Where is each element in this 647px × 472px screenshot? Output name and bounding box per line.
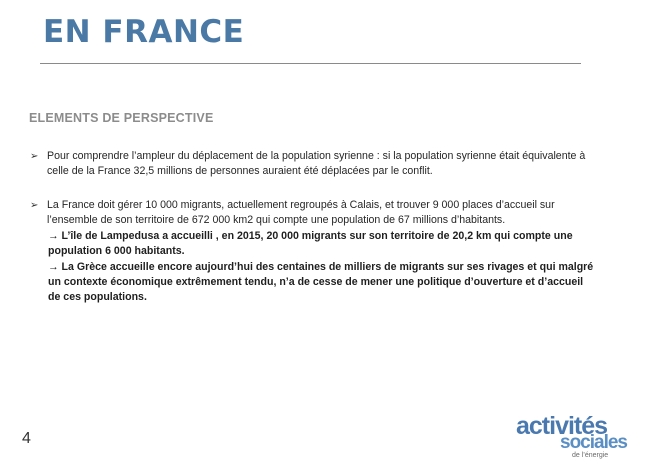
title-divider — [40, 63, 581, 64]
bullet-text: Pour comprendre l’ampleur du déplacement de la population syrienne : si la population syrienne était équivalente à celle de la France 32,5 millions de personnes auraient été déplacées par le conflit. — [47, 150, 586, 177]
bullet-item — [30, 149, 590, 179]
logo-line-1: activités — [516, 412, 608, 440]
logo-line-2: sociales — [560, 432, 627, 453]
page-number: 4 — [22, 430, 31, 447]
section-heading: ELEMENTS DE PERSPECTIVE — [29, 111, 214, 125]
bullet-arrow-icon: ➢ — [30, 200, 39, 211]
sub-point-lampedusa: → L’île de Lampedusa a accueilli , en 2015, 20 000 migrants sur son territoire de 20,2 km qui compte une population 6 000 habitants. — [48, 230, 573, 257]
activites-sociales-logo — [512, 410, 632, 466]
bullet-arrow-icon: ➢ — [30, 151, 39, 162]
bullet-item — [30, 198, 590, 228]
slide-title: EN FRANCE — [43, 14, 245, 50]
bullet-text: La France doit gérer 10 000 migrants, actuellement regroupés à Calais, et trouver 9 000 places d’accueil sur l’ensemble de son territoire de 672 000 km2 qui compte une population de 67 millions d’habitants. — [47, 199, 555, 226]
sub-point-grece: → La Grèce accueille encore aujourd’hui des centaines de milliers de migrants sur ses rivages et qui malgré un contexte économique extrêmement tendu, n’a de cesse de mener une politique d’ouverture et d’accueil de ces populations. — [48, 261, 594, 303]
logo-line-3: de l’énergie — [572, 452, 609, 459]
